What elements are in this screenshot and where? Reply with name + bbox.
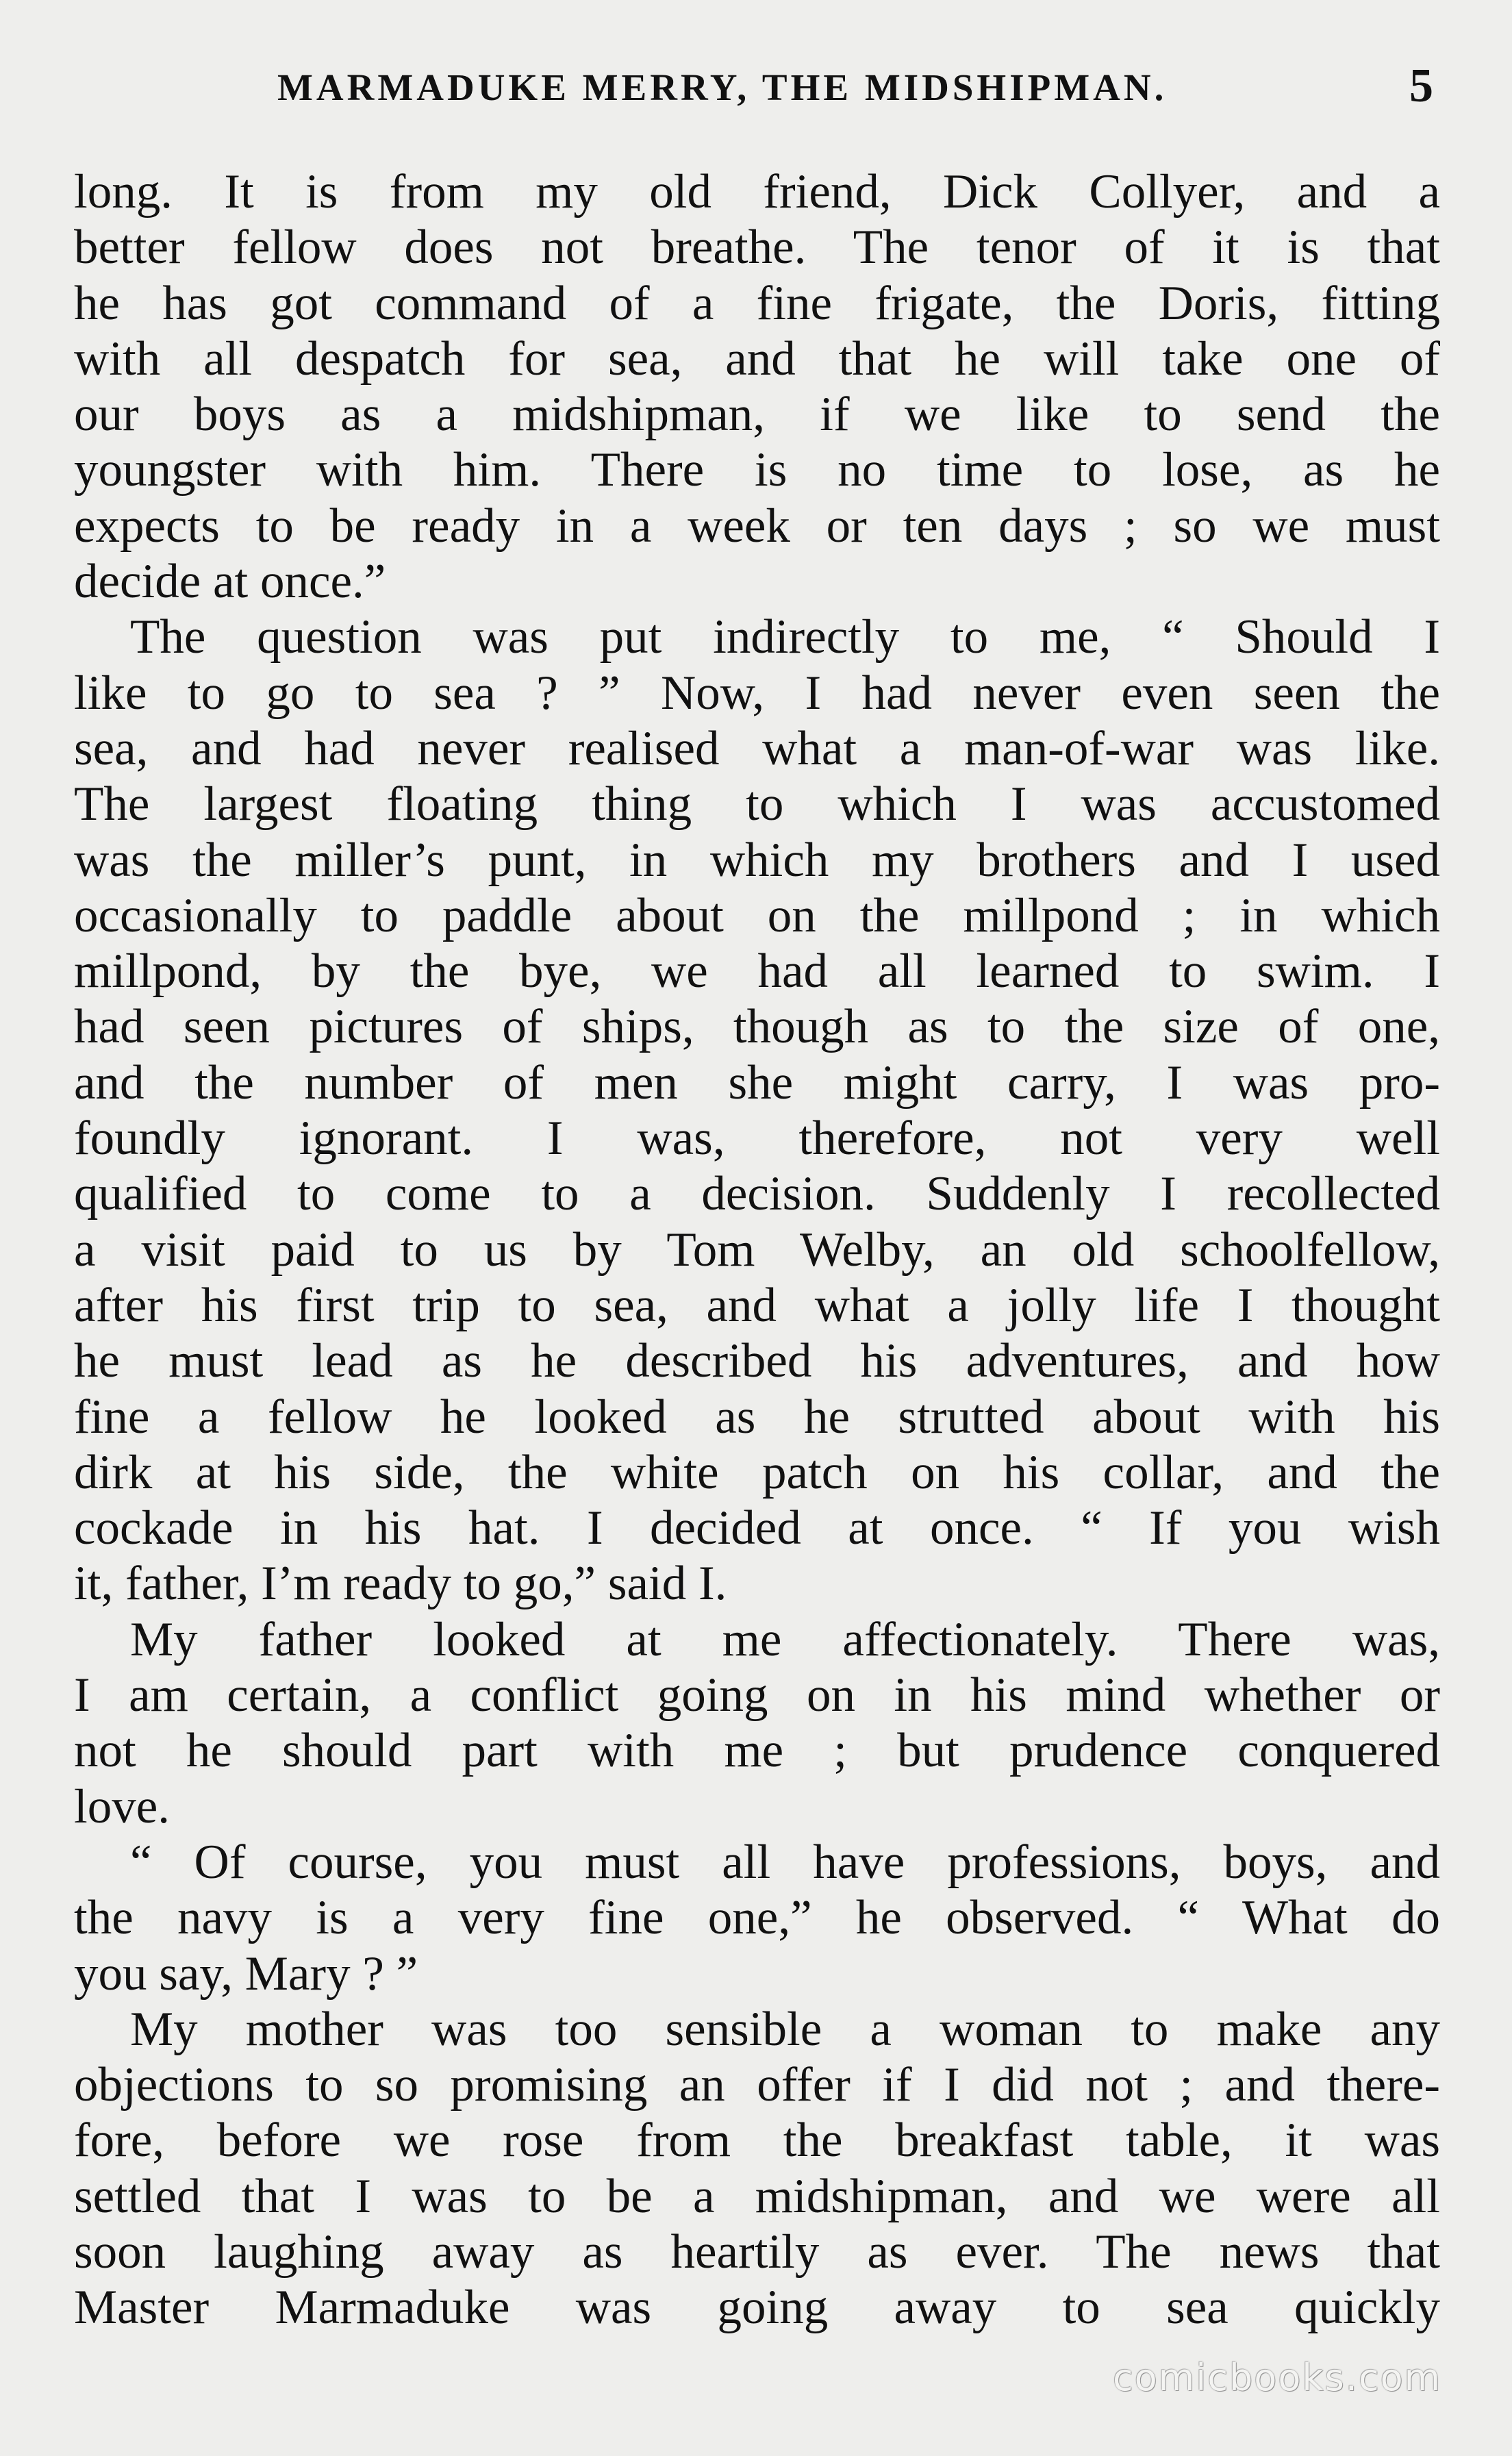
text-line: and the number of men she might carry, I was pro- [74,1055,1440,1110]
text-line: you say, Mary ? ” [74,1946,418,2001]
text-line: decide at once.” [74,555,386,609]
text-line: sea, and had never realised what a man-of-war was like. [74,721,1440,775]
text-line: better fellow does not breathe. The tenor of it is that [74,221,1440,275]
text-line: expects to be ready in a week or ten days ; so we must [74,499,1440,553]
text-line: our boys as a midshipman, if we like to send the [74,388,1440,442]
text-line: was the miller’s punt, in which my brothers and I used [74,833,1440,887]
text-line: dirk at his side, the white patch on his collar, and the [74,1445,1440,1499]
text-line: the navy is a very fine one,” he observed. “ What do [74,1891,1440,1945]
text-line: Master Marmaduke was going away to sea quickly [74,2281,1440,2335]
text-line: youngster with him. There is no time to lose, as he [74,443,1440,497]
text-line: soon laughing away as heartily as ever. The news that [74,2225,1440,2279]
text-line: a visit paid to us by Tom Welby, an old schoolfellow, [74,1223,1440,1277]
text-line: occasionally to paddle about on the millpond ; in which [74,888,1440,942]
text-line: cockade in his hat. I decided at once. “ If you wish [74,1501,1440,1555]
text-line: objections to so promising an offer if I did not ; and there- [74,2058,1440,2112]
text-line: like to go to sea ? ” Now, I had never even seen the [74,666,1440,720]
text-line: it, father, I’m ready to go,” said I. [74,1557,727,1611]
text-line: millpond, by the bye, we had all learned to swim. I [74,944,1440,999]
text-line: love. [74,1779,170,1833]
text-line: The largest floating thing to which I was accustomed [74,777,1440,831]
text-line: My mother was too sensible a woman to make any [130,2002,1440,2056]
text-line: qualified to come to a decision. Suddenly I recollected [74,1167,1440,1221]
running-title: MARMADUKE MERRY, THE MIDSHIPMAN. [277,66,1168,108]
text-line: had seen pictures of ships, though as to the size of one, [74,1000,1440,1054]
text-line: settled that I was to be a midshipman, and we were all [74,2169,1440,2223]
text-line: he must lead as he described his adventures, and how [74,1334,1440,1388]
watermark: comicbooks.com [1113,2356,1442,2399]
page-number: 5 [1409,60,1433,112]
text-line: with all despatch for sea, and that he will take one of [74,331,1440,386]
text-line: The question was put indirectly to me, “ Should I [130,610,1440,664]
text-line: My father looked at me affectionately. There was, [130,1612,1440,1666]
text-line: long. It is from my old friend, Dick Collyer, and a [74,165,1440,218]
body-text [74,164,1440,2336]
text-line: fine a fellow he looked as he strutted about with his [74,1390,1440,1444]
text-line: after his first trip to sea, and what a jolly life I thought [74,1278,1440,1332]
text-line: he has got command of a fine frigate, the Doris, fitting [74,276,1440,330]
text-line: not he should part with me ; but prudence conquered [74,1724,1440,1778]
running-head [0,60,1512,115]
text-line: “ Of course, you must all have professions, boys, and [130,1835,1440,1889]
text-line: I am certain, a conflict going on in his mind whether or [74,1668,1440,1722]
text-line: fore, before we rose from the breakfast table, it was [74,2114,1440,2168]
text-line: foundly ignorant. I was, therefore, not very well [74,1112,1440,1166]
